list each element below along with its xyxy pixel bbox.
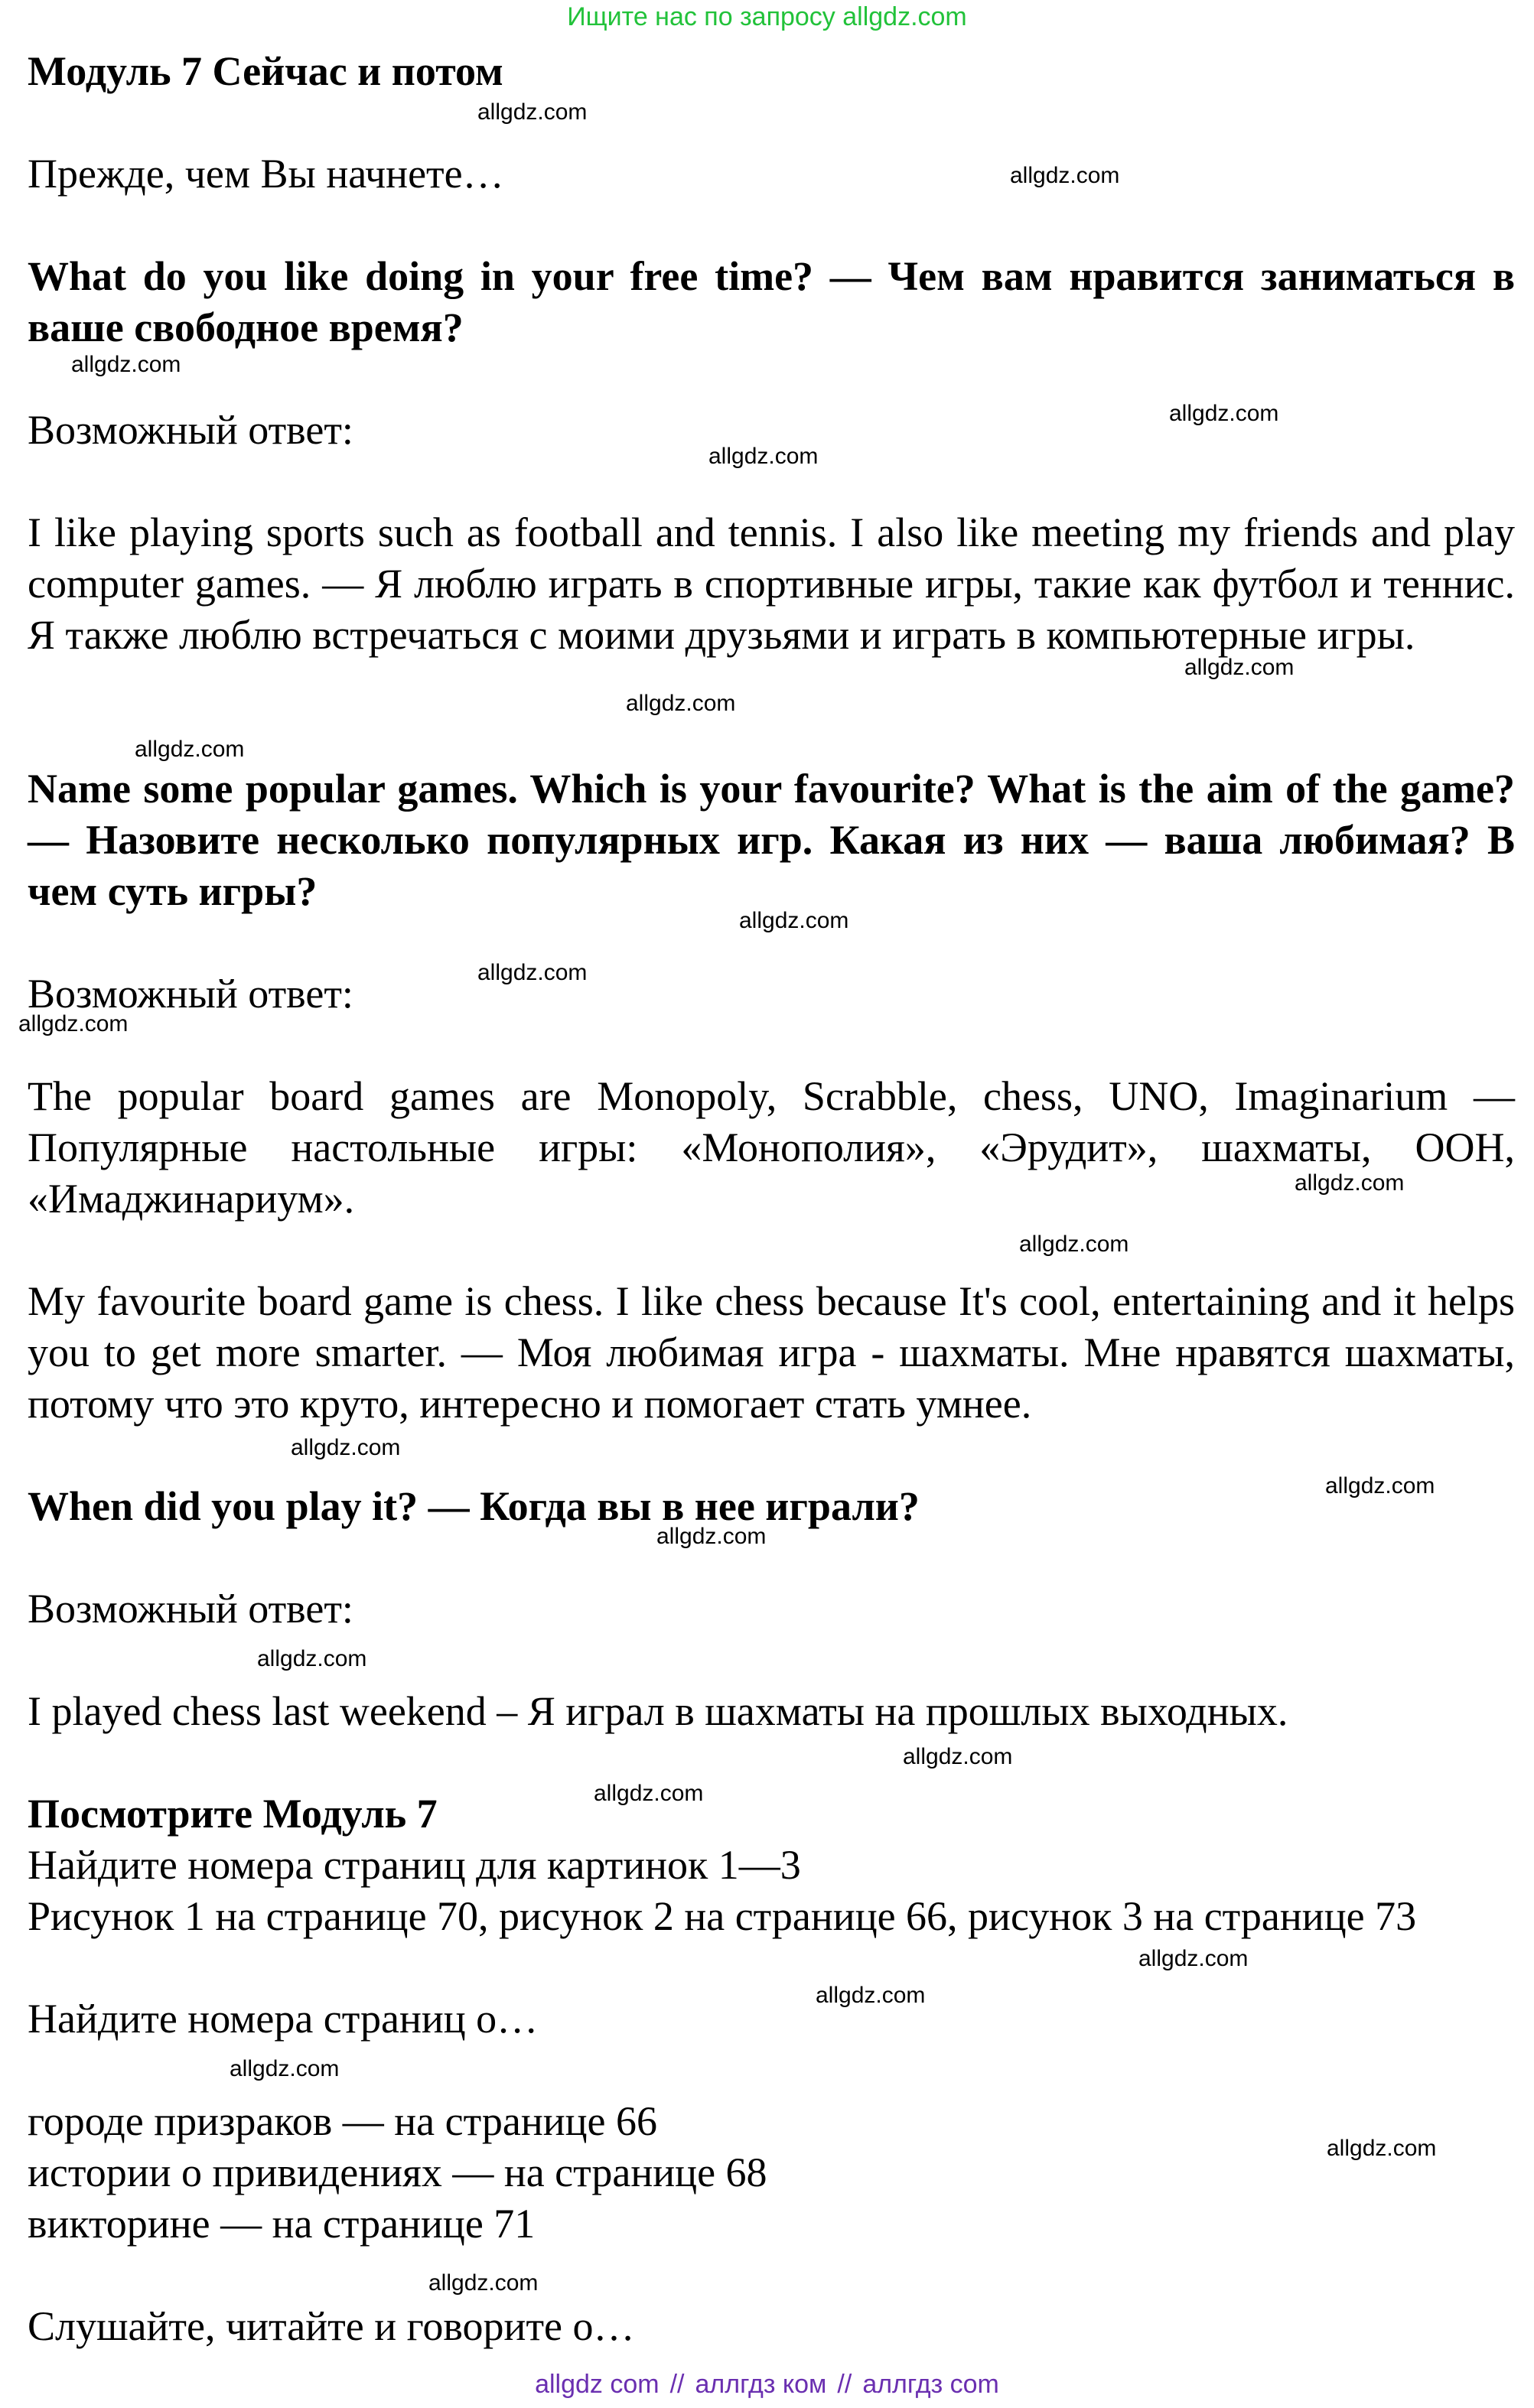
footer-separator: // <box>669 2370 685 2399</box>
watermark: allgdz.com <box>816 1983 926 2008</box>
watermark: allgdz.com <box>1169 401 1279 426</box>
answer-1: I like playing sports such as football and tennis. I also like meeting my friends and play computer games. — Я люблю играть в спортивные игры, такие как футбол и теннис. Я также люблю встречаться с моими друзьями и играть в компьютерные игры. <box>28 509 1515 658</box>
watermark: allgdz.com <box>1019 1232 1129 1257</box>
question-2: Name some popular games. Which is your favourite? What is the aim of the game? — Назовите несколько популярных игр. Какая из них — ваша любимая? В чем суть игры? <box>28 766 1515 914</box>
list-item: викторине — на странице 71 <box>28 2201 536 2247</box>
watermark: allgdz.com <box>477 99 588 125</box>
watermark: allgdz.com <box>1010 163 1120 188</box>
answer-label-1: Возможный ответ: <box>28 407 353 453</box>
watermark: allgdz.com <box>428 2270 539 2296</box>
watermark: allgdz.com <box>291 1435 401 1460</box>
watermark: allgdz.com <box>230 2056 340 2081</box>
footer-links <box>0 2365 1534 2403</box>
answer-label-2: Возможный ответ: <box>28 971 353 1017</box>
answer-label-3: Возможный ответ: <box>28 1586 353 1632</box>
pictures-answer: Рисунок 1 на странице 70, рисунок 2 на странице 66, рисунок 3 на странице 73 <box>28 1893 1417 1939</box>
watermark: allgdz.com <box>257 1646 367 1671</box>
list-item: городе призраков — на странице 66 <box>28 2098 657 2144</box>
watermark: allgdz.com <box>708 444 819 469</box>
footer-link-3[interactable]: аллгдз com <box>862 2370 999 2399</box>
list-item: истории о привидениях — на странице 68 <box>28 2149 767 2195</box>
watermark: allgdz.com <box>18 1011 129 1036</box>
find-pages-about: Найдите номера страниц о… <box>28 1996 539 2042</box>
watermark: allgdz.com <box>1295 1170 1405 1196</box>
watermark: allgdz.com <box>1325 1473 1435 1498</box>
watermark: allgdz.com <box>1138 1946 1249 1971</box>
watermark: allgdz.com <box>626 691 736 716</box>
footer-separator: // <box>837 2370 852 2399</box>
watermark: allgdz.com <box>135 737 245 762</box>
top-banner[interactable]: Ищите нас по запросу allgdz.com <box>567 2 967 31</box>
intro-text: Прежде, чем Вы начнете… <box>28 151 504 197</box>
watermark: allgdz.com <box>903 1744 1013 1769</box>
answer-3: I played chess last weekend – Я играл в шахматы на прошлых выходных. <box>28 1688 1288 1734</box>
watermark: allgdz.com <box>477 960 588 985</box>
find-pages-pictures: Найдите номера страниц для картинок 1—3 <box>28 1842 801 1888</box>
page-title: Модуль 7 Сейчас и потом <box>28 48 503 94</box>
footer-link-2[interactable]: аллгдз ком <box>695 2370 827 2399</box>
module-heading: Посмотрите Модуль 7 <box>28 1791 438 1837</box>
answer-2-games: The popular board games are Monopoly, Scrabble, chess, UNO, Imaginarium — Популярные настольные игры: «Монополия», «Эрудит», шахматы, ООН, «Имаджинариум». <box>28 1073 1515 1222</box>
listen-read-text: Слушайте, читайте и говорите о… <box>28 2303 635 2349</box>
answer-2-favourite: My favourite board game is chess. I like chess because It's cool, entertaining and it helps you to get more smarter. — Моя любимая игра - шахматы. Мне нравятся шахматы, потому что это круто, интересно и помогает стать умнее. <box>28 1278 1515 1427</box>
watermark: allgdz.com <box>594 1781 704 1806</box>
watermark: allgdz.com <box>1327 2136 1437 2161</box>
question-1: What do you like doing in your free time? — Чем вам нравится заниматься в ваше свободное время? <box>28 253 1515 350</box>
footer-link-1[interactable]: allgdz com <box>535 2370 660 2399</box>
watermark: allgdz.com <box>1184 655 1295 680</box>
question-3: When did you play it? — Когда вы в нее играли? <box>28 1483 920 1529</box>
watermark: allgdz.com <box>739 908 849 933</box>
watermark: allgdz.com <box>71 352 181 377</box>
watermark: allgdz.com <box>656 1524 767 1549</box>
